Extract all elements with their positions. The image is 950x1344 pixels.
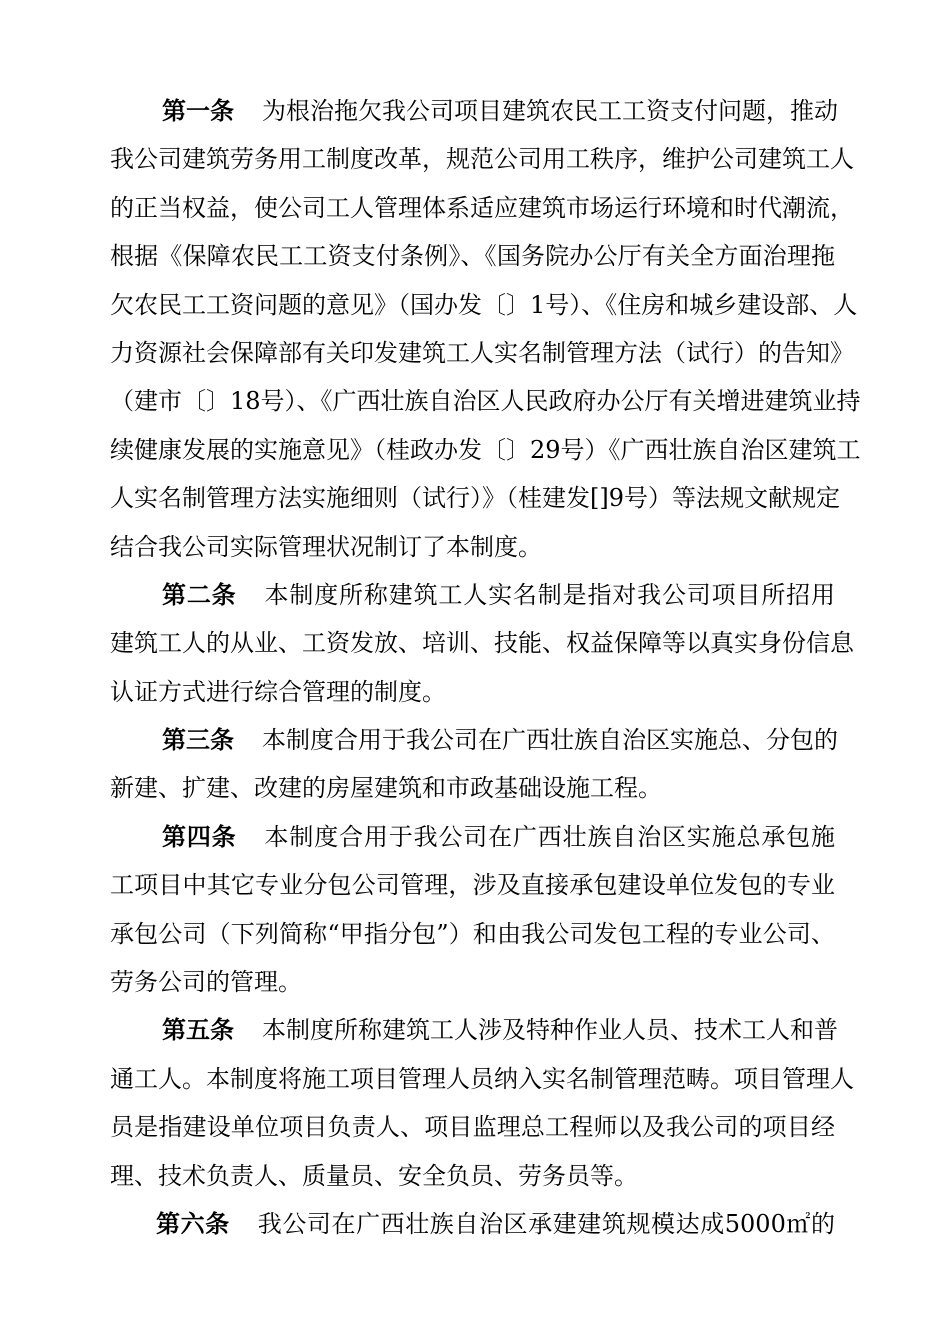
article-heading: 第三条 <box>162 726 234 754</box>
article-4-line-2: 工项目中其它专业分包公司管理，涉及直接承包建设单位发包的专业 <box>110 871 835 899</box>
article-5-line-2: 通工人。本制度将施工项目管理人员纳入实名制管理范畴。项目管理人 <box>110 1065 854 1093</box>
article-1-line-6: 力资源社会保障部有关印发建筑工人实名制管理方法（试行）的告知》 <box>110 339 854 367</box>
article-4-line-4: 劳务公司的管理。 <box>110 968 302 996</box>
article-2-line-1: 第二条 本制度所称建筑工人实名制是指对我公司项目所招用 <box>162 581 836 609</box>
article-1-line-9: 人实名制管理方法实施细则（试行）》（桂建发[]9号）等法规文献规定 <box>110 484 840 512</box>
article-4-line-1: 第四条 本制度合用于我公司在广西壮族自治区实施总承包施 <box>162 823 836 851</box>
article-heading: 第二条 <box>162 581 237 609</box>
article-2-line-3: 认证方式进行综合管理的制度。 <box>110 678 446 706</box>
article-1-line-4: 根据《保障农民工工资支付条例》、《国务院办公厅有关全方面治理拖 <box>110 242 835 270</box>
article-1-line-10: 结合我公司实际管理状况制订了本制度。 <box>110 533 542 561</box>
article-1-line-7: （建市〔〕18号）、《广西壮族自治区人民政府办公厅有关增进建筑业持 <box>110 387 861 415</box>
article-2-line-2: 建筑工人的从业、工资发放、培训、技能、权益保障等以真实身份信息 <box>110 629 854 657</box>
article-6-line-1: 第六条 我公司在广西壮族自治区承建建筑规模达成5000㎡的 <box>156 1210 836 1238</box>
article-5-line-4: 理、技术负责人、质量员、安全负员、劳务员等。 <box>110 1162 638 1190</box>
article-4-line-3: 承包公司（下列简称“甲指分包”）和由我公司发包工程的专业公司、 <box>110 920 835 948</box>
article-1-line-3: 的正当权益，使公司工人管理体系适应建筑市场运行环境和时代潮流， <box>110 194 854 222</box>
article-5-line-3: 员是指建设单位项目负责人、项目监理总工程师以及我公司的项目经 <box>110 1113 835 1141</box>
article-3-line-2: 新建、扩建、改建的房屋建筑和市政基础设施工程。 <box>110 774 662 802</box>
article-1-line-2: 我公司建筑劳务用工制度改革，规范公司用工秩序，维护公司建筑工人 <box>110 145 854 173</box>
article-heading: 第六条 <box>156 1210 230 1238</box>
article-heading: 第四条 <box>162 823 237 851</box>
article-1-line-8: 续健康发展的实施意见》（桂政办发〔〕29号）《广西壮族自治区建筑工 <box>110 436 861 464</box>
article-5-line-1: 第五条 本制度所称建筑工人涉及特种作业人员、技术工人和普 <box>162 1016 838 1044</box>
article-1-line-5: 欠农民工工资问题的意见》（国办发〔〕1号）、《住房和城乡建设部、人 <box>110 291 858 319</box>
article-heading: 第一条 <box>162 97 234 125</box>
article-heading: 第五条 <box>162 1016 234 1044</box>
article-3-line-1: 第三条 本制度合用于我公司在广西壮族自治区实施总、分包的 <box>162 726 838 754</box>
article-1-line-1: 第一条 为根治拖欠我公司项目建筑农民工工资支付问题，推动 <box>162 97 838 125</box>
